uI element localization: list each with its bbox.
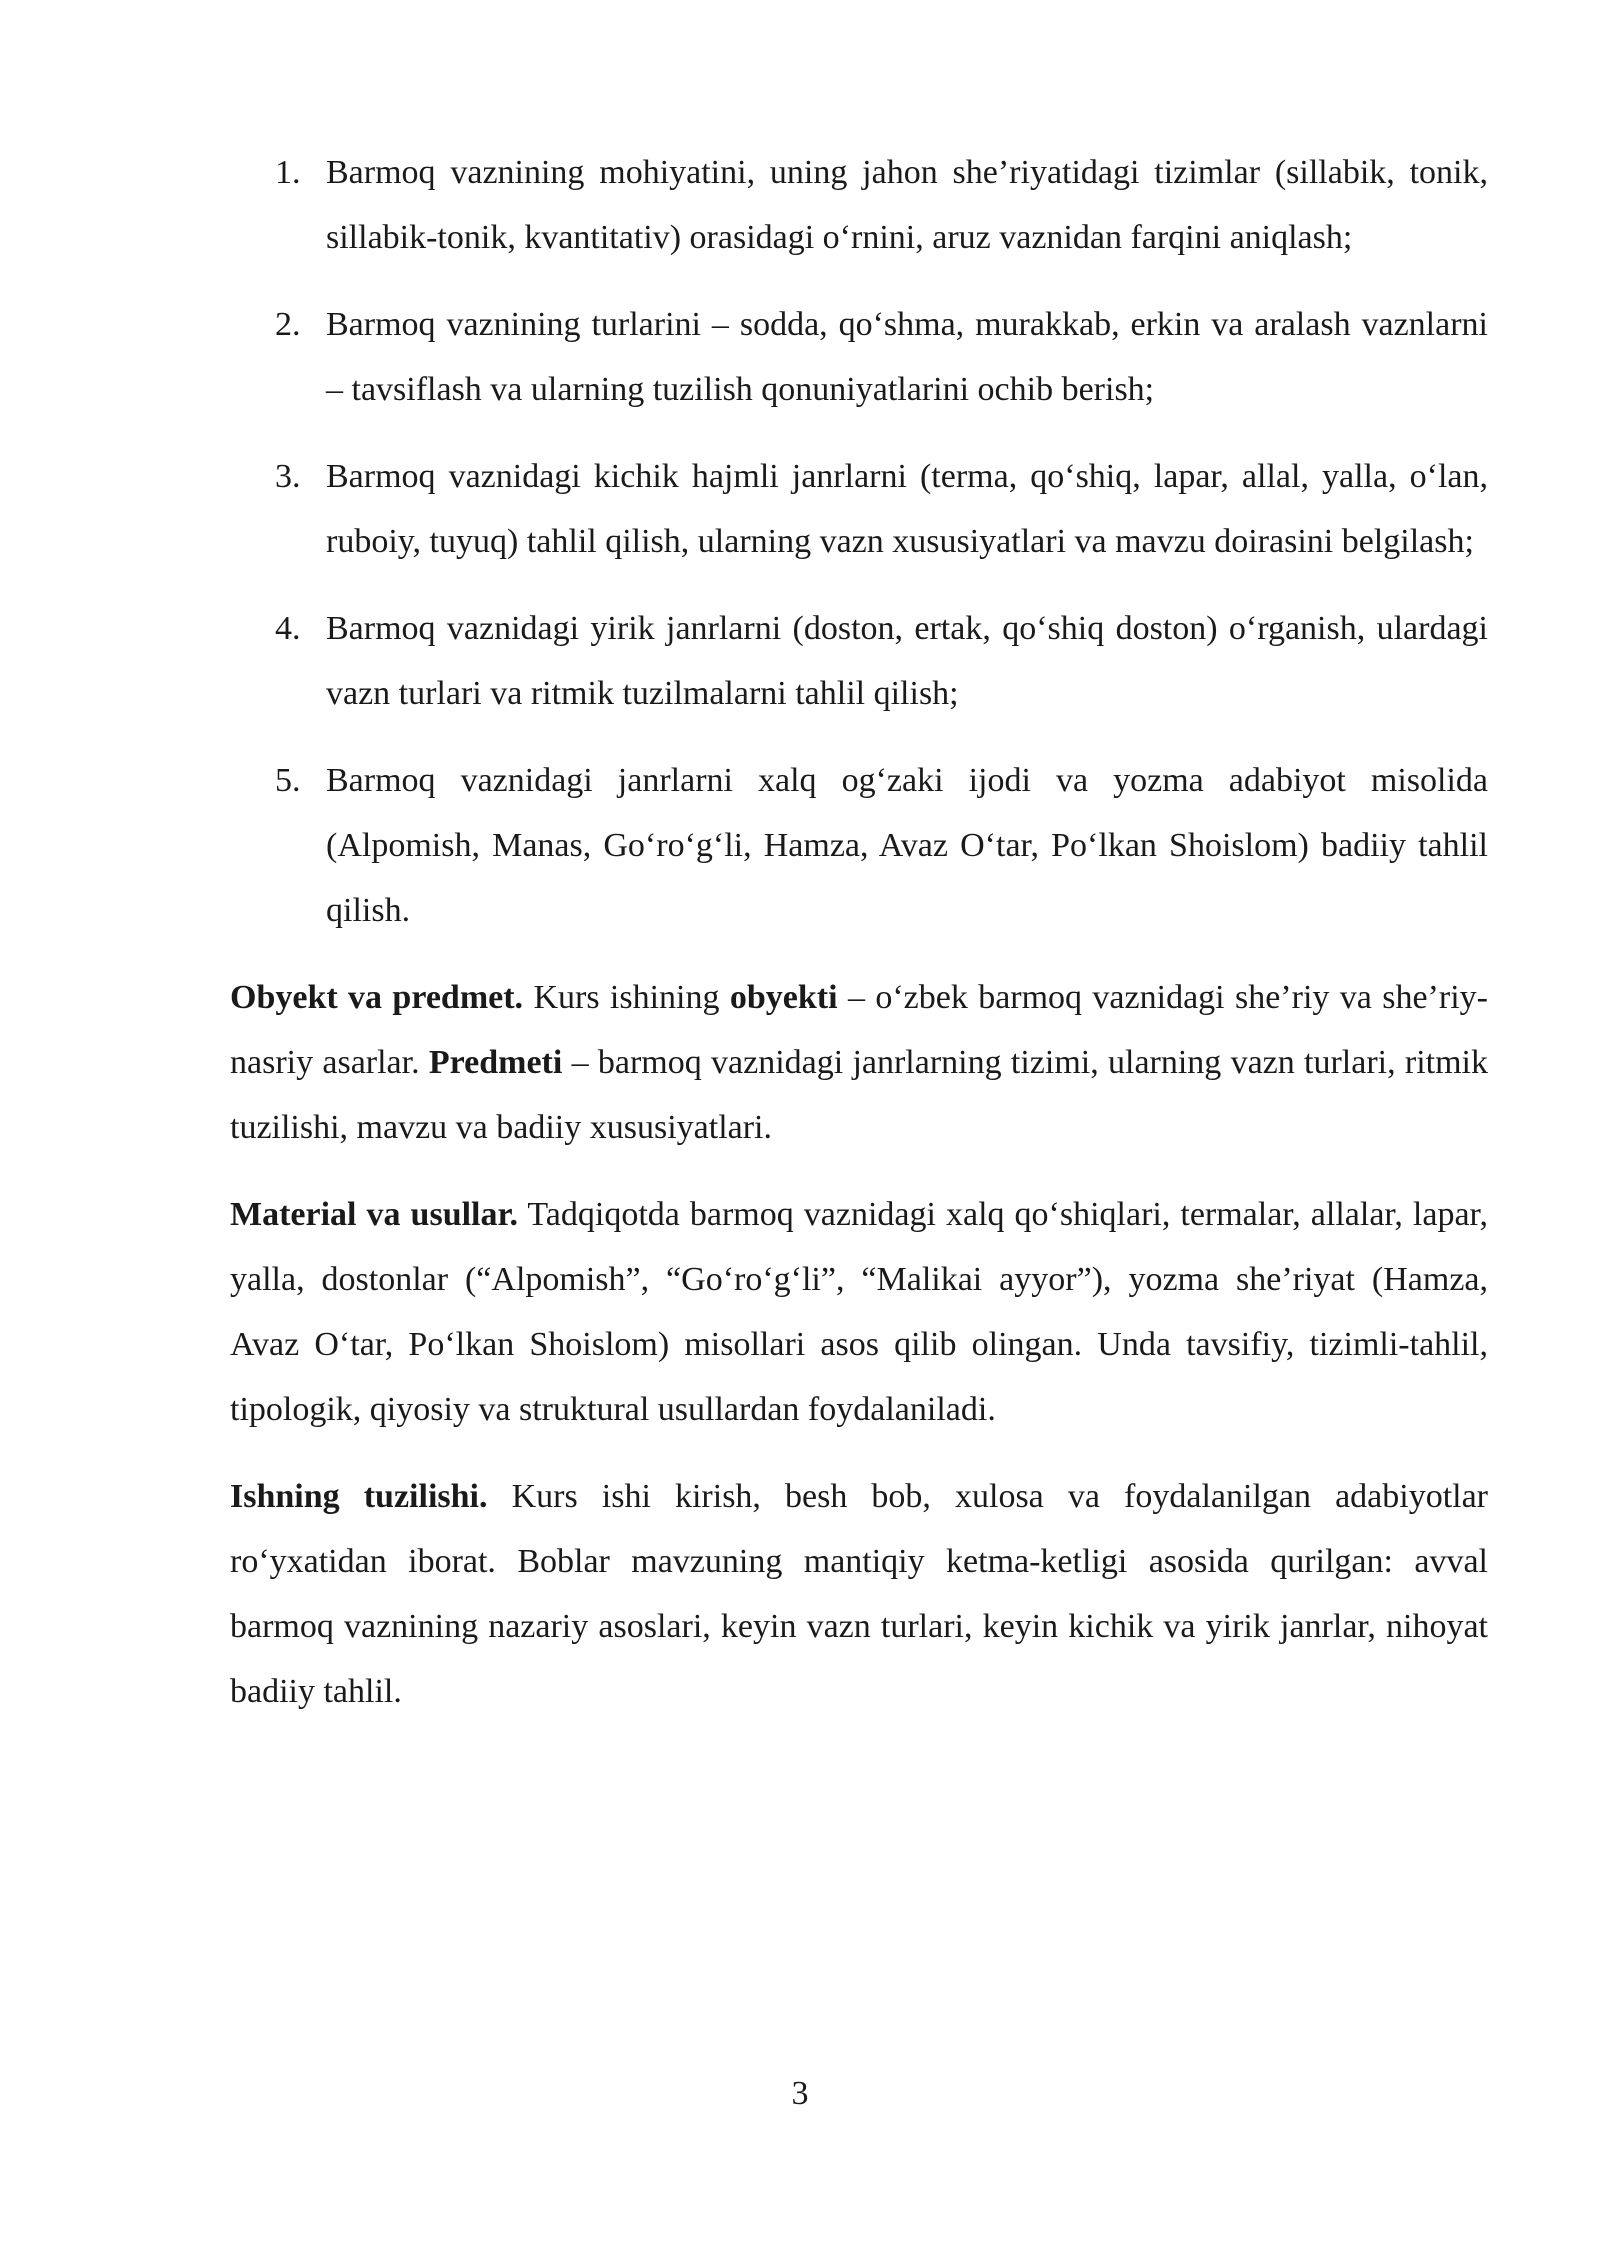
materials-text: Tadqiqotda barmoq vaznidagi xalq qo‘shiqlari, termalar, allalar, lapar, yalla, dostonlar (“Alpomish”, “Go‘ro‘g‘li”, “Malikai ayyor”), yozma she’riyat (Hamza, Avaz O‘tar, Po‘lkan Shoislom) misollari asos qilib olingan. Unda tavsifiy, tizimli-tahlil, tipologik, qiyosiy va struktural usullardan foydalaniladi. bbox=[230, 1196, 1488, 1428]
object-subject-paragraph bbox=[230, 965, 1488, 1160]
page-number: 3 bbox=[791, 2075, 809, 2112]
objective-item-2 bbox=[230, 292, 1488, 422]
objective-text: Barmoq vaznining turlarini – sodda, qo‘shma, murakkab, erkin va aralash vaznlarni – tavsiflash va ularning tuzilish qonuniyatlarini ochib berish; bbox=[326, 306, 1488, 408]
object-subject-text: Kurs ishining bbox=[523, 979, 730, 1016]
objective-number: 4. bbox=[275, 610, 301, 647]
objective-text: Barmoq vaznidagi kichik hajmli janrlarni (terma, qo‘shiq, lapar, allal, yalla, o‘lan, ruboiy, tuyuq) tahlil qilish, ularning vazn xususiyatlari va mavzu doirasini belgilash; bbox=[326, 458, 1488, 560]
objective-item-5 bbox=[230, 748, 1488, 943]
structure-paragraph bbox=[230, 1464, 1488, 1724]
object-subject-text: – o‘zbek barmoq vaznidagi she’riy va she’riy-nasriy asarlar. bbox=[230, 979, 1488, 1081]
document-page bbox=[230, 140, 1488, 1746]
objective-item-3 bbox=[230, 444, 1488, 574]
materials-heading: Material va usullar. bbox=[230, 1196, 518, 1233]
structure-text: Kurs ishi kirish, besh bob, xulosa va foydalanilgan adabiyotlar ro‘yxatidan iborat. Boblar mavzuning mantiqiy ketma-ketligi asosida qurilgan: avval barmoq vaznining nazariy asoslari, keyin vazn turlari, keyin kichik va yirik janrlar, nihoyat badiiy tahlil. bbox=[230, 1478, 1488, 1710]
objective-number: 2. bbox=[275, 306, 301, 343]
objective-item-1 bbox=[230, 140, 1488, 270]
objective-number: 3. bbox=[275, 458, 301, 495]
structure-heading: Ishning tuzilishi. bbox=[230, 1478, 488, 1515]
object-term: obyekti bbox=[729, 979, 838, 1016]
objective-number: 5. bbox=[275, 762, 301, 799]
objective-text: Barmoq vaznidagi yirik janrlarni (doston, ertak, qo‘shiq doston) o‘rganish, ulardagi vazn turlari va ritmik tuzilmalarni tahlil qilish; bbox=[326, 610, 1488, 712]
objective-number: 1. bbox=[275, 154, 301, 191]
subject-term: Predmeti bbox=[428, 1044, 563, 1081]
objectives-list bbox=[230, 140, 1488, 943]
object-subject-heading: Obyekt va predmet. bbox=[230, 979, 524, 1016]
objective-text: Barmoq vaznidagi janrlarni xalq og‘zaki ijodi va yozma adabiyot misolida (Alpomish, Manas, Go‘ro‘g‘li, Hamza, Avaz O‘tar, Po‘lkan Shoislom) badiiy tahlil qilish. bbox=[326, 762, 1488, 929]
materials-paragraph bbox=[230, 1182, 1488, 1442]
objective-item-4 bbox=[230, 596, 1488, 726]
objective-text: Barmoq vaznining mohiyatini, uning jahon she’riyatidagi tizimlar (sillabik, tonik, sillabik-tonik, kvantitativ) orasidagi o‘rnini, aruz vaznidan farqini aniqlash; bbox=[326, 154, 1488, 256]
object-subject-text: – barmoq vaznidagi janrlarning tizimi, ularning vazn turlari, ritmik tuzilishi, mavzu va badiiy xususiyatlari. bbox=[230, 1044, 1488, 1146]
